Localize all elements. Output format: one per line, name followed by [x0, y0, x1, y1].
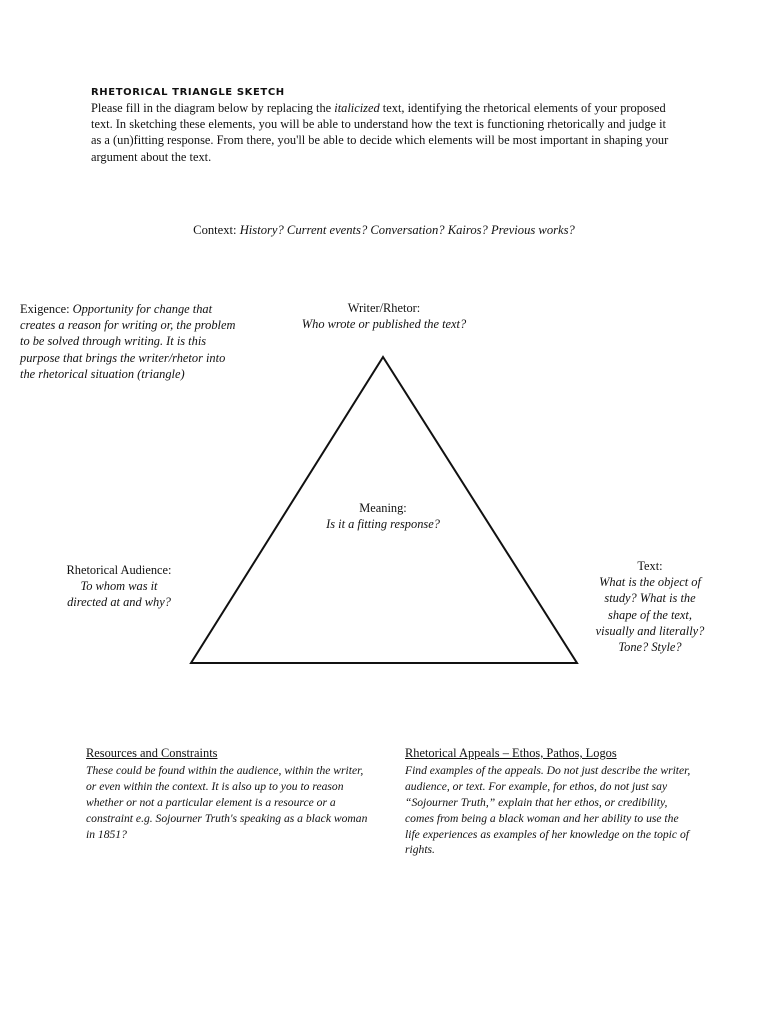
meaning-field[interactable]	[290, 500, 476, 532]
exigence-prompt: Opportunity for change that creates a reason for writing or, the problem to be solved through writing. It is this purpose that brings the writer/rhetor into the rhetorical situation (triangle)	[20, 302, 236, 381]
page-heading: RHETORICAL TRIANGLE SKETCH	[91, 87, 285, 98]
rhetorical-appeals-title: Rhetorical Appeals – Ethos, Pathos, Logos	[405, 746, 617, 760]
rhetorical-audience-prompt: To whom was it directed at and why?	[67, 579, 171, 610]
text-field[interactable]	[592, 558, 708, 655]
exigence-label: Exigence:	[20, 302, 73, 316]
rhetorical-audience-label: Rhetorical Audience:	[66, 563, 172, 577]
instructions-italic-word: italicized	[334, 101, 380, 115]
meaning-label: Meaning:	[359, 501, 407, 515]
resources-constraints-title: Resources and Constraints	[86, 746, 218, 760]
context-prompt: History? Current events? Conversation? Kairos? Previous works?	[239, 223, 575, 237]
text-label: Text:	[637, 559, 663, 573]
text-prompt: What is the object of study? What is the shape of the text, visually and literally? Tone? Style?	[595, 575, 705, 655]
instructions-text-end: text, identifying the rhetorical elements of your proposed text. In sketching these elements, you will be able to understand how the text is functioning rhetorically and judge it as a (un)fitting response. From there, you'll be able to decide which elements will be most important in shaping your argument about the text.	[91, 101, 669, 164]
context-label: Context:	[193, 223, 240, 237]
rhetorical-appeals-section[interactable]	[405, 746, 695, 858]
rhetorical-audience-field[interactable]	[64, 562, 174, 611]
rhetorical-appeals-body: Find examples of the appeals. Do not just describe the writer, audience, or text. For example, for ethos, do not just say “Sojourner Truth,” explain that her ethos, or credibility, comes from being a black woman and her ability to use the life experiences as examples of her knowledge on the topic of rights.	[405, 763, 691, 857]
resources-constraints-section[interactable]	[86, 746, 371, 842]
writer-rhetor-label: Writer/Rhetor:	[347, 301, 421, 315]
resources-constraints-body: These could be found within the audience, within the writer, or even within the context. It is also up to you to reason whether or not a particular element is a resource or a constraint e.g. Sojourner Truth's speaking as a black woman in 1851?	[86, 763, 368, 841]
meaning-prompt: Is it a fitting response?	[326, 517, 440, 532]
writer-rhetor-prompt: Who wrote or published the text?	[301, 317, 467, 332]
instructions-text-start: Please fill in the diagram below by replacing the	[91, 101, 335, 115]
